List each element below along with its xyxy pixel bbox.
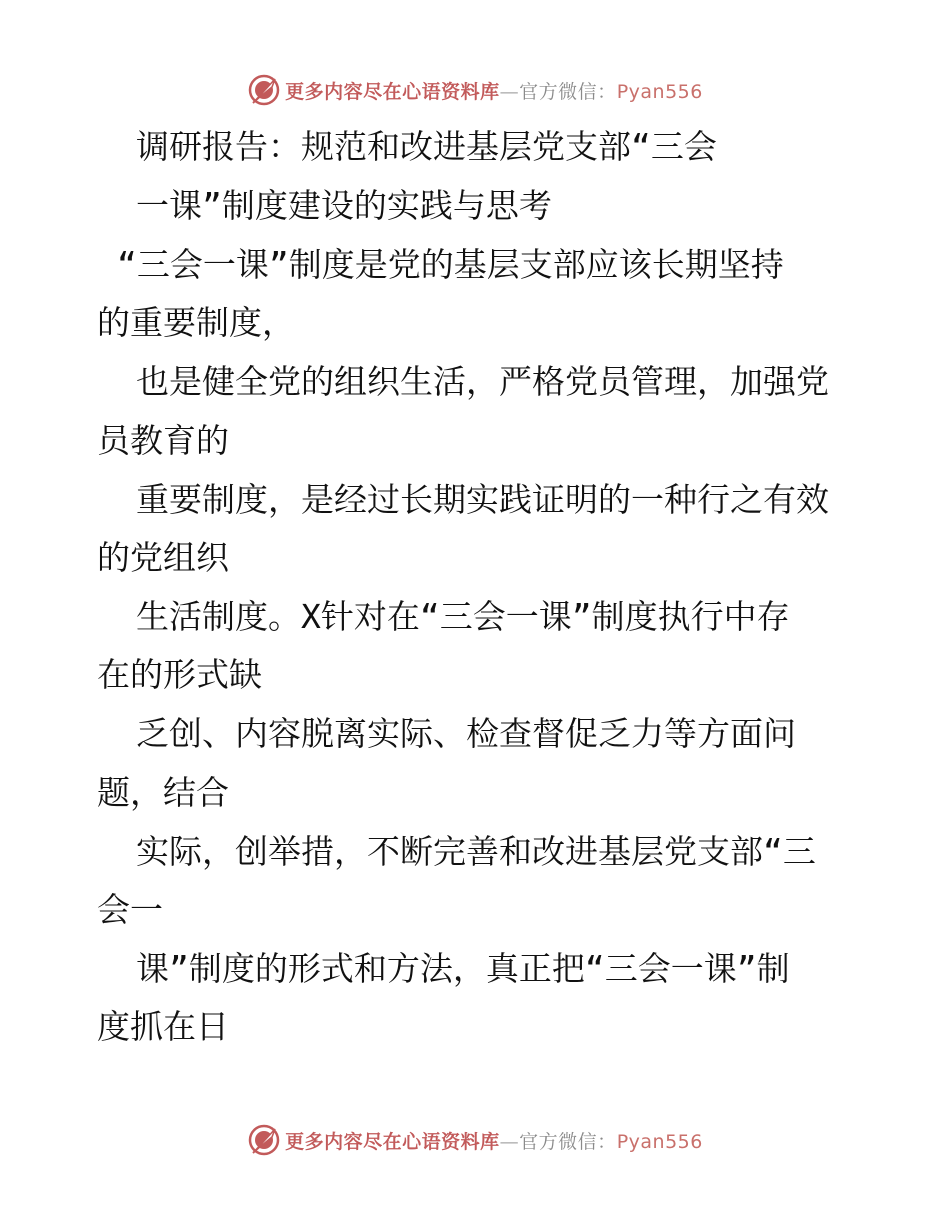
paragraph-line: 的重要制度， <box>97 303 295 342</box>
paragraph-line: 的党组织 <box>97 538 229 577</box>
watermark-wechat-label: 官方微信： <box>519 1130 617 1153</box>
paragraph-line: 乏创、内容脱离实际、检查督促乏力等方面问 <box>136 714 796 753</box>
footer-watermark <box>0 1120 950 1160</box>
header-watermark <box>0 70 950 110</box>
paragraph-line: 生活制度。X针对在“三会一课”制度执行中存 <box>136 597 790 636</box>
document-title-line-1: 调研报告：规范和改进基层党支部“三会 <box>136 127 717 166</box>
paragraph-line: 题，结合 <box>97 773 229 812</box>
watermark-site-text: 更多内容尽在心语资料库 <box>285 80 500 103</box>
watermark-dash: — <box>499 1130 520 1153</box>
quill-logo-icon <box>247 73 281 107</box>
paragraph-line: 重要制度，是经过长期实践证明的一种行之有效 <box>136 480 829 519</box>
watermark-site-text: 更多内容尽在心语资料库 <box>285 1130 500 1153</box>
paragraph-line: 课”制度的形式和方法，真正把“三会一课”制 <box>136 949 790 988</box>
paragraph-line: “三会一课”制度是党的基层支部应该长期坚持 <box>117 245 784 284</box>
paragraph-line: 也是健全党的组织生活，严格党员管理，加强党 <box>136 362 829 401</box>
watermark-wechat-id: Pyan556 <box>616 1130 703 1153</box>
document-title-line-2: 一课”制度建设的实践与思考 <box>136 186 552 225</box>
paragraph-line: 度抓在日 <box>97 1007 229 1046</box>
paragraph-line: 实际，创举措，不断完善和改进基层党支部“三 <box>136 832 816 871</box>
watermark-wechat-label: 官方微信： <box>519 80 617 103</box>
quill-logo-icon <box>247 1123 281 1157</box>
paragraph-line: 员教育的 <box>97 421 229 460</box>
watermark-dash: — <box>499 80 520 103</box>
watermark-wechat-id: Pyan556 <box>616 80 703 103</box>
paragraph-line: 在的形式缺 <box>97 655 262 694</box>
paragraph-line: 会一 <box>97 890 163 929</box>
